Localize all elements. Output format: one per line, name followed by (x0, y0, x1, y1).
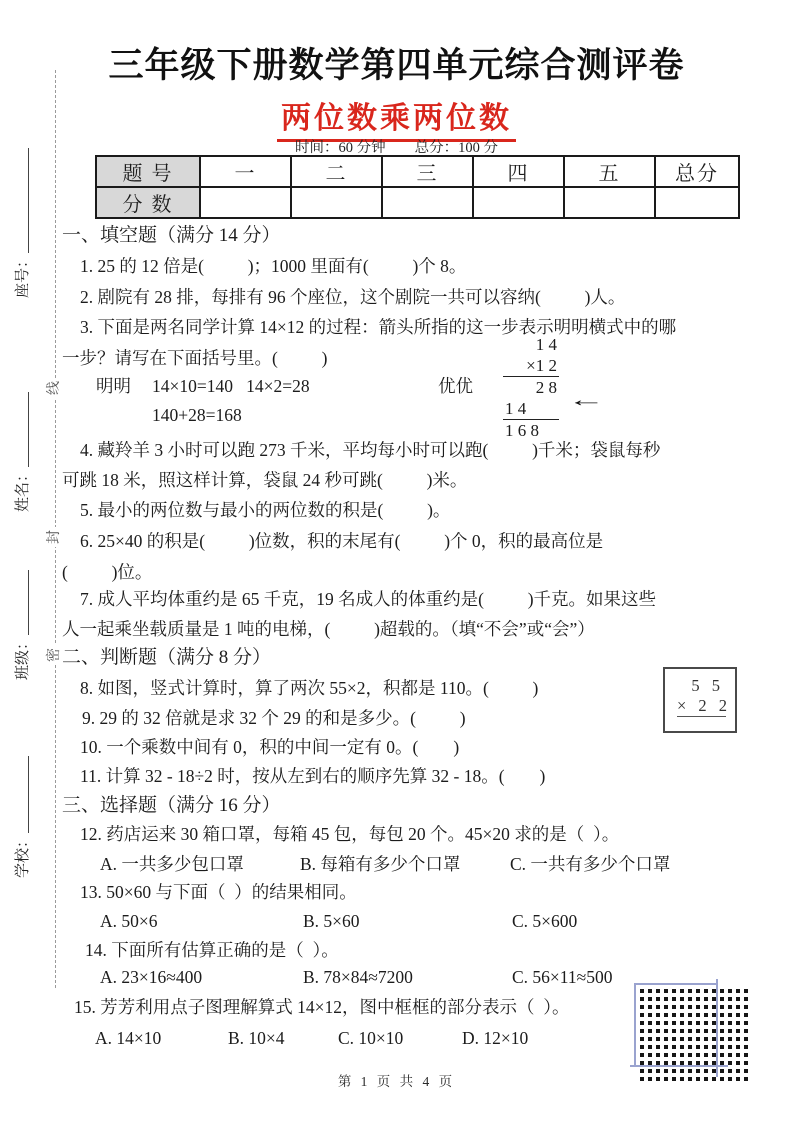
score-table (95, 155, 740, 219)
question-13-option-c: C. 5×600 (512, 911, 578, 931)
dot (736, 1061, 740, 1065)
dot-grid-frame-extension-horizontal-left (630, 1065, 636, 1067)
dot (728, 997, 732, 1001)
question-14-option-a: A. 23×16≈400 (100, 967, 203, 987)
q8-box-multiplicand: 5 5 (691, 676, 724, 695)
score-row-label: 分 数 (96, 187, 200, 218)
question-15-option-a: A. 14×10 (95, 1028, 162, 1048)
score-table-cell-1: 一 (200, 156, 291, 187)
question-4-line-2: 可跳 18 米，照这样计算，袋鼠 24 秒可跳( )米。 (62, 470, 468, 490)
dot (720, 1029, 724, 1033)
dot (736, 1005, 740, 1009)
dot (720, 1005, 724, 1009)
question-12: 12. 药店运来 30 箱口罩，每箱 45 包，每包 20 个。45×20 求的是（ ）。 (80, 824, 620, 844)
class-blank-line (26, 570, 29, 635)
score-table-cell-timuhao: 题 号 (96, 156, 200, 187)
student-name-field (12, 392, 32, 512)
dot (744, 1061, 748, 1065)
question-10: 10. 一个乘数中间有 0，积的中间一定有 0。( ) (80, 737, 460, 757)
mingming-equation-1: 14×10=140 14×2=28 (152, 376, 310, 396)
question-12-option-b: B. 每箱有多少个口罩 (300, 854, 461, 874)
page-number: 第 1 页 共 4 页 (337, 1074, 456, 1089)
question-7-line-1: 7. 成人平均体重约是 65 千克，19 名成人的体重约是( )千克。如果这些 (80, 589, 657, 609)
score-cell-empty-5 (564, 187, 655, 218)
q8-vertical-setup-box (663, 667, 737, 733)
dot (744, 1037, 748, 1041)
question-15-option-c: C. 10×10 (338, 1028, 404, 1048)
score-cell-empty-2 (291, 187, 382, 218)
student-name-label: 姓名： (15, 466, 31, 512)
seal-char-mi: 密 (45, 645, 65, 665)
question-14: 14. 下面所有估算正确的是（ ）。 (85, 940, 339, 960)
question-13-option-a: A. 50×6 (100, 911, 158, 931)
question-15: 15. 芳芳利用点子图理解算式 14×12，图中框框的部分表示（ ）。 (74, 997, 570, 1017)
score-table-score-row (96, 187, 739, 218)
dot (728, 1029, 732, 1033)
dot (720, 1045, 724, 1049)
score-table-cell-3: 三 (382, 156, 473, 187)
score-table-header-row (96, 156, 739, 187)
school-label: 学校： (15, 832, 31, 878)
question-5: 5. 最小的两位数与最小的两位数的积是( )。 (80, 500, 451, 520)
question-4-line-1: 4. 藏羚羊 3 小时可以跑 273 千米，平均每小时可以跑( )千米；袋鼠每秒 (80, 440, 661, 460)
seat-number-field (12, 148, 32, 298)
score-table-cell-5: 五 (564, 156, 655, 187)
score-table-cell-2: 二 (291, 156, 382, 187)
dot (736, 1037, 740, 1041)
seat-number-blank-line (26, 148, 29, 253)
question-2: 2. 剧院有 28 排，每排有 96 个座位，这个剧院一共可以容纳( )人。 (80, 287, 626, 307)
question-6-line-2: ( )位。 (62, 562, 153, 582)
score-table-cell-total: 总分 (655, 156, 739, 187)
dot (728, 989, 732, 993)
dot (720, 989, 724, 993)
dot (744, 1029, 748, 1033)
dot (720, 1021, 724, 1025)
score-cell-empty-3 (382, 187, 473, 218)
dot (728, 1037, 732, 1041)
dot (720, 1013, 724, 1017)
vcalc-partial-2: 1 4 (503, 398, 559, 420)
question-15-option-d: D. 12×10 (462, 1028, 529, 1048)
question-11: 11. 计算 32 - 18÷2 时，按从左到右的顺序先算 32 - 18。( ) (80, 766, 546, 786)
dot-grid-frame (634, 983, 718, 1067)
question-8: 8. 如图，竖式计算时，算了两次 55×2，积都是 110。( ) (80, 678, 539, 698)
page-subtitle-wrap (0, 93, 793, 142)
class-label: 班级： (15, 634, 31, 680)
question-15-option-b: B. 10×4 (228, 1028, 285, 1048)
vcalc-multiplier: ×1 2 (503, 355, 559, 377)
dot-grid (638, 987, 750, 1083)
vcalc-partial-1: 2 8 (535, 378, 557, 397)
seat-number-label: 座号： (15, 252, 31, 298)
dot (744, 1021, 748, 1025)
score-cell-empty-total (655, 187, 739, 218)
dot-grid-frame-extension-vertical-top (716, 979, 718, 985)
dot (736, 1013, 740, 1017)
dot (720, 997, 724, 1001)
question-7-line-2: 人一起乘坐载质量是 1 吨的电梯，( )超载的。（填“不会”或“会”） (62, 619, 595, 639)
seal-char-line: 线 (45, 378, 65, 398)
dot (744, 997, 748, 1001)
dot-grid-frame-extension-horizontal (716, 1065, 728, 1067)
dot (720, 1053, 724, 1057)
class-field (12, 570, 32, 680)
section-2-title: 二、判断题（满分 8 分） (62, 647, 272, 668)
dot (744, 989, 748, 993)
dot (736, 1053, 740, 1057)
student-name-blank-line (26, 392, 29, 467)
score-cell-empty-4 (473, 187, 564, 218)
dot (744, 1013, 748, 1017)
dot (736, 1021, 740, 1025)
question-3-line-2: 一步？请写在下面括号里。( ) (62, 348, 328, 368)
dot (736, 989, 740, 993)
left-arrow-icon: ← (567, 390, 605, 411)
school-blank-line (26, 756, 29, 833)
school-field (12, 756, 32, 878)
dot (728, 1013, 732, 1017)
mingming-label: 明明 (96, 376, 131, 396)
dot (744, 1053, 748, 1057)
question-13-option-b: B. 5×60 (303, 911, 360, 931)
question-9: 9. 29 的 32 倍就是求 32 个 29 的和是多少。( ) (82, 708, 466, 728)
youyou-label: 优优 (438, 376, 473, 396)
question-12-option-c: C. 一共有多少个口罩 (510, 854, 671, 874)
score-cell-empty-1 (200, 187, 291, 218)
dot (744, 1005, 748, 1009)
dot (720, 1037, 724, 1041)
page-title: 三年级下册数学第四单元综合测评卷 (108, 46, 685, 85)
vcalc-result: 1 6 8 (505, 421, 539, 440)
question-1: 1. 25 的 12 倍是( )；1000 里面有( )个 8。 (80, 256, 467, 276)
dot (728, 1053, 732, 1057)
question-13: 13. 50×60 与下面（ ）的结果相同。 (80, 882, 357, 902)
dot (728, 1021, 732, 1025)
question-14-option-c: C. 56×11≈500 (512, 967, 613, 987)
score-table-cell-4: 四 (473, 156, 564, 187)
dot (736, 1045, 740, 1049)
time-and-total-score: 时间：60 分钟 总分：100 分 (295, 140, 498, 156)
question-6-line-1: 6. 25×40 的积是( )位数，积的末尾有( )个 0，积的最高位是 (80, 531, 604, 551)
seal-char-feng: 封 (45, 527, 65, 547)
dot (736, 1029, 740, 1033)
vcalc-multiplicand: 1 4 (535, 335, 557, 354)
question-14-option-b: B. 78×84≈7200 (303, 967, 413, 987)
mingming-equation-2: 140+28=168 (152, 405, 242, 425)
dot (728, 1061, 732, 1065)
dot (744, 1045, 748, 1049)
dot (728, 1045, 732, 1049)
question-12-option-a: A. 一共多少包口罩 (100, 854, 244, 874)
dot (736, 997, 740, 1001)
section-3-title: 三、选择题（满分 16 分） (62, 795, 281, 816)
question-3-line-1: 3. 下面是两名同学计算 14×12 的过程：箭头所指的这一步表示明明横式中的哪 (80, 317, 677, 337)
vertical-multiplication (503, 334, 559, 441)
dot (728, 1005, 732, 1009)
page-subtitle: 两位数乘两位数 (277, 93, 516, 142)
q8-box-multiplier: × 2 2 (677, 696, 732, 715)
section-1-title: 一、填空题（满分 14 分） (62, 225, 281, 246)
